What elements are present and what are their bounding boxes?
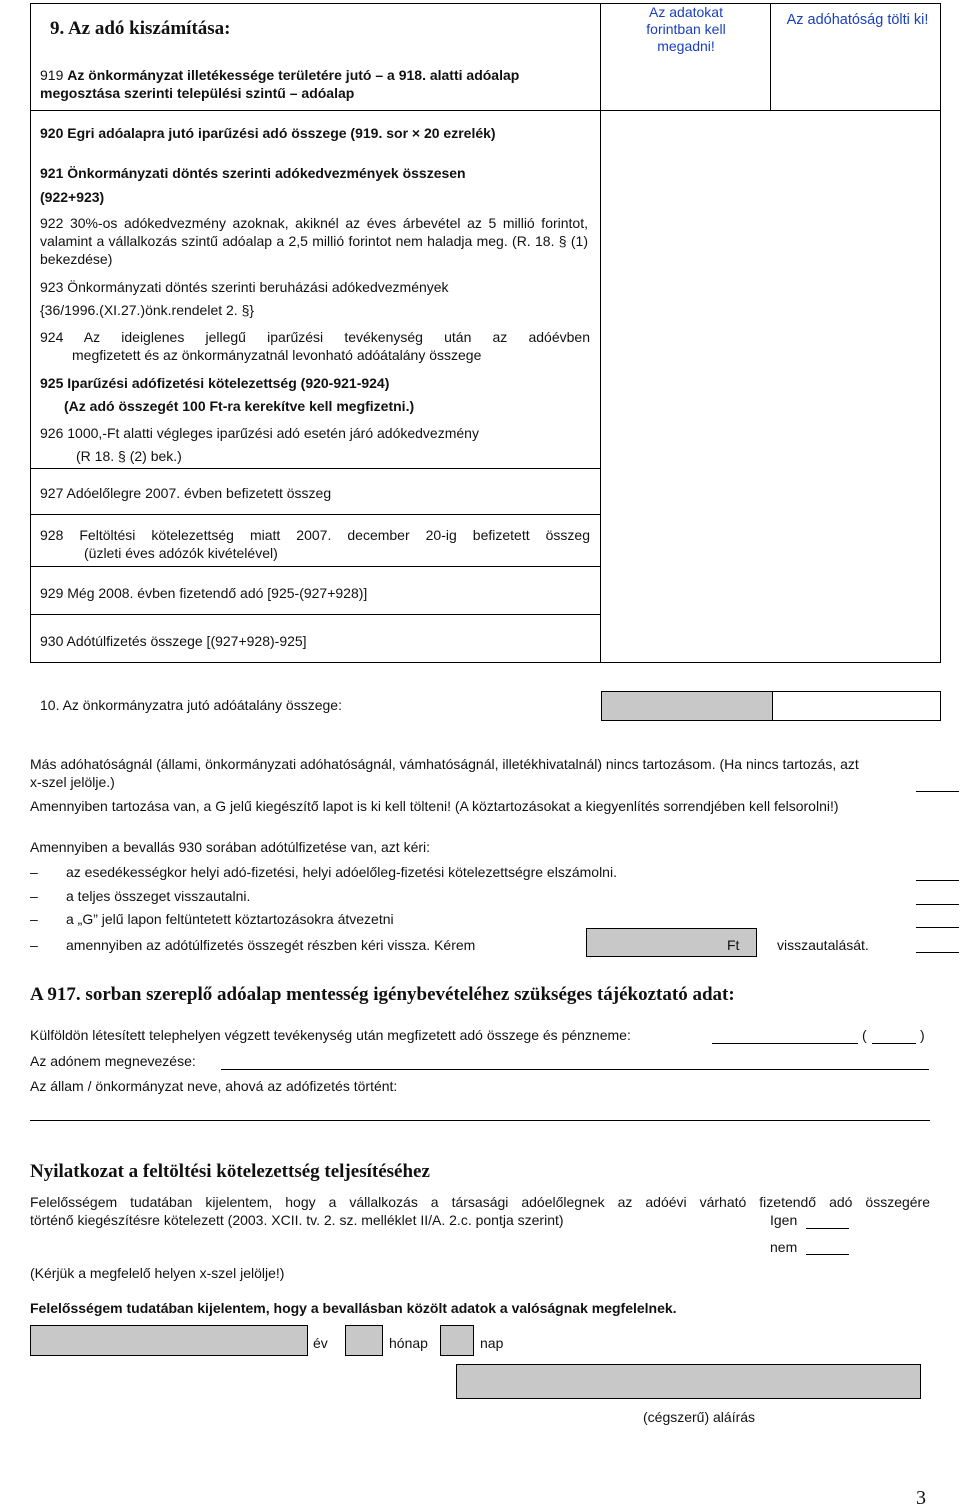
option-refund-text: a teljes összeget visszautalni. bbox=[66, 888, 251, 904]
date-year-label: év bbox=[313, 1335, 328, 1351]
foreign-tax-paren-open: ( bbox=[862, 1027, 867, 1043]
no-debt-checkbox[interactable] bbox=[916, 791, 959, 792]
row-928-line2: (üzleti éves adózók kivételével) bbox=[84, 545, 278, 561]
row-925-line1: 925 Iparűzési adófizetési kötelezettség (920-921-924) bbox=[40, 375, 390, 391]
row-922: 922 30%-os adókedvezmény azoknak, akiknél az éves árbevétel az 5 millió forintot, valamint a vállalkozás szintű adóalap a 2,5 millió forintot nem haladja meg. (R. 18. § (1) bekezdése) bbox=[40, 215, 588, 267]
a917-title: A 917. sorban szereplő adóalap mentesség igénybevételéhez szükséges tájékoztató adat: bbox=[30, 984, 735, 1005]
declaration-text-line2: történő kiegészítésre kötelezett (2003. XCII. tv. 2. sz. melléklet II/A. 2.c. pontja szerint) bbox=[30, 1212, 564, 1228]
overpayment-intro: Amennyiben a bevallás 930 sorában adótúlfizetése van, azt kéri: bbox=[30, 839, 431, 855]
foreign-tax-label: Külföldön létesített telephelyen végzett tevékenység után megfizetett adó összege és pénzneme: bbox=[30, 1027, 631, 1043]
separator-929 bbox=[30, 614, 600, 615]
row-924-line2: megfizetett és az önkormányzatnál levonható adóátalány összege bbox=[72, 347, 482, 363]
state-name-field[interactable] bbox=[30, 1120, 930, 1121]
foreign-tax-paren-close: ) bbox=[920, 1027, 925, 1043]
option-partial-text: amennyiben az adótúlfizetés összegét részben kéri vissza. Kérem bbox=[66, 937, 476, 953]
option-transfer-dash: – bbox=[30, 911, 38, 927]
option-offset-checkbox[interactable] bbox=[916, 880, 959, 881]
row-919-number: 919 bbox=[40, 67, 64, 83]
row-926 bbox=[40, 424, 600, 465]
date-day-label: nap bbox=[480, 1335, 504, 1351]
separator-926 bbox=[30, 468, 600, 469]
separator-928 bbox=[30, 566, 600, 567]
option-no-field[interactable] bbox=[806, 1254, 849, 1255]
option-offset-text: az esedékességkor helyi adó-fizetési, helyi adóelőleg-fizetési kötelezettségre elszámolni. bbox=[66, 864, 617, 880]
row-927: 927 Adóelőlegre 2007. évben befizetett összeg bbox=[40, 485, 332, 501]
partial-refund-suffix: visszautalását. bbox=[777, 937, 869, 953]
date-month-label: hónap bbox=[389, 1335, 428, 1351]
date-day-field[interactable] bbox=[440, 1325, 474, 1356]
declaration-text-line1: Felelősségem tudatában kijelentem, hogy a vállalkozás a társasági adóelőlegnek az adóévi várható fizetendő adó összegére bbox=[30, 1194, 930, 1210]
row-929: 929 Még 2008. évben fizetendő adó [925-(927+928)] bbox=[40, 585, 368, 601]
row-919-text: Az önkormányzat illetékessége területére jutó – a 918. alatti adóalap megosztása szerinti települési szintű – adóalap bbox=[40, 67, 520, 101]
foreign-tax-currency-field[interactable] bbox=[872, 1043, 916, 1044]
date-month-field[interactable] bbox=[345, 1325, 383, 1356]
option-transfer-text: a „G” jelű lapon feltüntetett köztartozásokra átvezetni bbox=[66, 911, 394, 927]
row-928-line1: 928 Feltöltési kötelezettség miatt 2007. december 20-ig befizetett összeg bbox=[40, 527, 590, 543]
row-923-line2: {36/1996.(XI.27.)önk.rendelet 2. §} bbox=[40, 302, 255, 318]
tax-type-field[interactable] bbox=[221, 1069, 929, 1070]
separator-927 bbox=[30, 514, 600, 515]
option-yes-label: Igen bbox=[770, 1212, 798, 1228]
row-923 bbox=[40, 278, 600, 319]
row-920: 920 Egri adóalapra jutó iparűzési adó összege (919. sor × 20 ezrelék) bbox=[40, 125, 496, 141]
amount-column-divider bbox=[600, 3, 601, 663]
option-partial-dash: – bbox=[30, 937, 38, 953]
signature-field[interactable] bbox=[456, 1364, 921, 1399]
option-refund-dash: – bbox=[30, 888, 38, 904]
hint-forint: Az adatokat forintban kell megadni! bbox=[646, 4, 726, 54]
page-number: 3 bbox=[916, 1487, 926, 1509]
signature-label: (cégszerű) aláírás bbox=[643, 1409, 756, 1425]
row-925-line2: (Az adó összegét 100 Ft-ra kerekítve kell megfizetni.) bbox=[64, 398, 415, 414]
option-refund-checkbox[interactable] bbox=[916, 904, 959, 905]
final-declaration: Felelősségem tudatában kijelentem, hogy a bevallásban közölt adatok a valóságnak megfelelnek. bbox=[30, 1300, 677, 1316]
state-name-label: Az állam / önkormányzat neve, ahová az adófizetés történt: bbox=[30, 1078, 398, 1094]
header-separator bbox=[30, 110, 941, 111]
mark-hint: (Kérjük a megfelelő helyen x-szel jelölje!) bbox=[30, 1265, 285, 1281]
section10-authority-field[interactable] bbox=[772, 691, 941, 721]
date-year-field[interactable] bbox=[30, 1325, 308, 1356]
section9-title: 9. Az adó kiszámítása: bbox=[50, 18, 231, 39]
no-debt-statement: Más adóhatóságnál (állami, önkormányzati adóhatóságnál, vámhatóságnál, illetékhivatalnál) nincs tartozásom. (Ha nincs tartozás, azt x-szel jelölje.) bbox=[30, 756, 859, 790]
row-926-line1: 926 1000,-Ft alatti végleges iparűzési adó esetén járó adókedvezmény bbox=[40, 425, 479, 441]
row-926-line2: (R 18. § (2) bek.) bbox=[76, 448, 182, 464]
row-921 bbox=[40, 164, 600, 206]
partial-refund-currency: Ft bbox=[727, 937, 740, 953]
foreign-tax-amount-field[interactable] bbox=[712, 1043, 858, 1044]
option-offset-dash: – bbox=[30, 864, 38, 880]
section10-amount-field[interactable] bbox=[601, 691, 773, 721]
row-930: 930 Adótúlfizetés összege [(927+928)-925] bbox=[40, 633, 307, 649]
row-923-line1: 923 Önkormányzati döntés szerinti beruházási adókedvezmények bbox=[40, 279, 449, 295]
row-928 bbox=[40, 526, 590, 562]
row-924 bbox=[40, 328, 590, 364]
row-919 bbox=[40, 66, 600, 102]
authority-column-divider bbox=[770, 3, 771, 111]
option-partial-checkbox[interactable] bbox=[916, 952, 959, 953]
section10-title: 10. Az önkormányzatra jutó adóátalány összege: bbox=[40, 697, 342, 713]
row-925 bbox=[40, 374, 600, 415]
option-transfer-checkbox[interactable] bbox=[916, 927, 959, 928]
tax-type-label: Az adónem megnevezése: bbox=[30, 1053, 196, 1069]
declaration-title: Nyilatkozat a feltöltési kötelezettség teljesítéséhez bbox=[30, 1161, 430, 1182]
option-no-label: nem bbox=[770, 1239, 798, 1255]
hint-authority: Az adóhatóság tölti ki! bbox=[786, 12, 929, 28]
row-924-line1: 924 Az ideiglenes jellegű iparűzési tevékenység után az adóévben bbox=[40, 329, 590, 345]
option-yes-field[interactable] bbox=[806, 1228, 849, 1229]
debt-statement: Amennyiben tartozása van, a G jelű kiegészítő lapot is ki kell tölteni! (A köztartozásokat a kiegyenlítés sorrendjében kell felsorolni!) bbox=[30, 798, 839, 814]
row-921-line1: 921 Önkormányzati döntés szerinti adókedvezmények összesen bbox=[40, 165, 466, 181]
row-921-line2: (922+923) bbox=[40, 189, 105, 205]
